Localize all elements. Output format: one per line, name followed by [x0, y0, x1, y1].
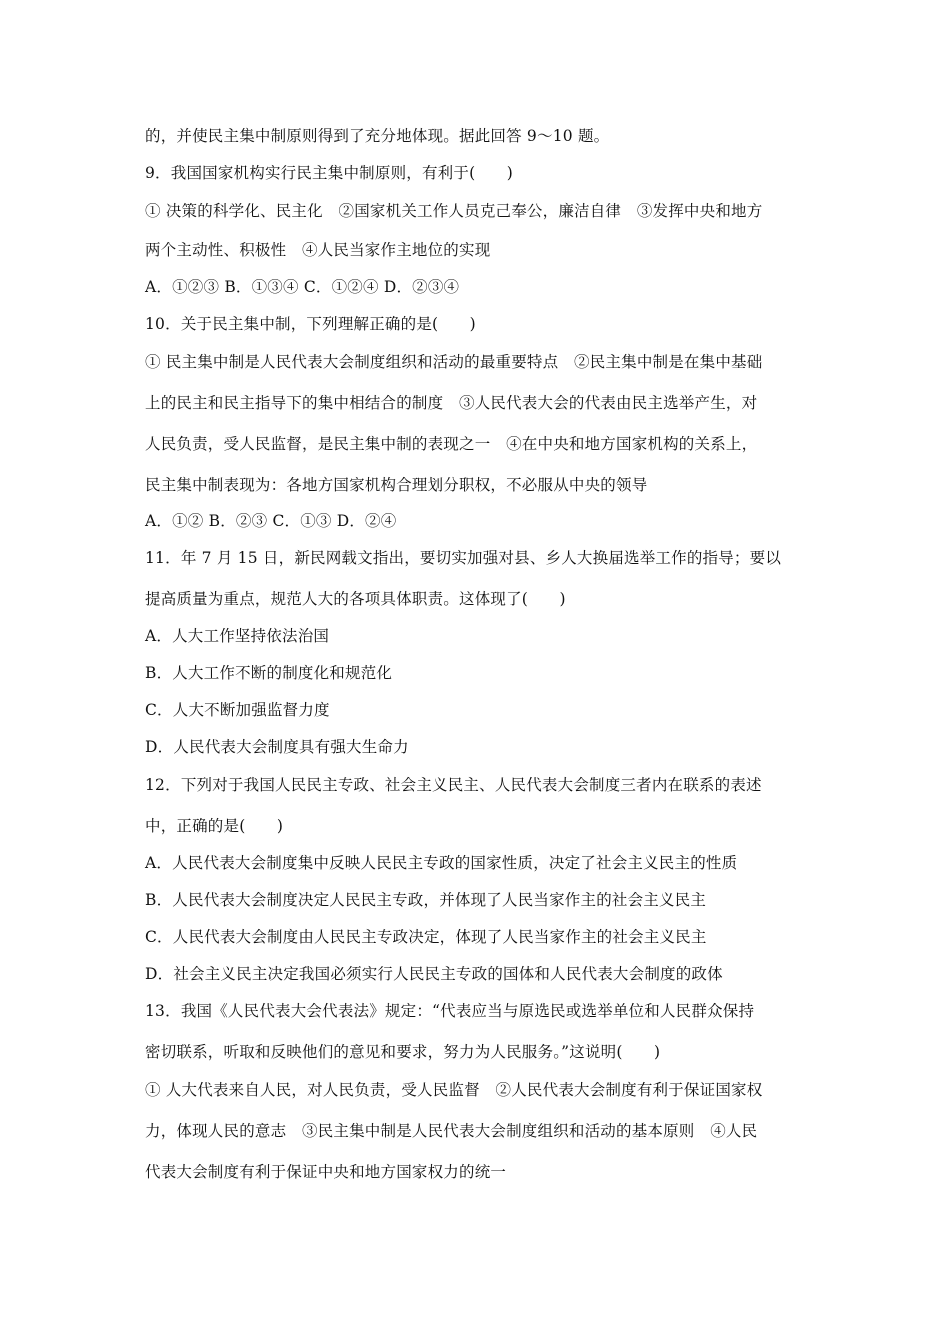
question-10-options: A．①② B．②③ C．①③ D．②④	[145, 512, 397, 530]
question-13-stem-line-1: 13．我国《人民代表大会代表法》规定：“代表应当与原选民或选举单位和人民群众保持	[145, 1002, 755, 1020]
question-10-statements-line-4: 民主集中制表现为：各地方国家机构合理划分职权，不必服从中央的领导	[145, 476, 648, 494]
question-9-stem: 9．我国国家机构实行民主集中制原则，有利于( )	[145, 164, 513, 182]
question-11-stem-line-1: 11．年 7 月 15 日，新民网载文指出，要切实加强对县、乡人大换届选举工作的指导；要以	[145, 549, 782, 567]
question-12-stem-line-1: 12．下列对于我国人民民主专政、社会主义民主、人民代表大会制度三者内在联系的表述	[145, 776, 762, 794]
question-11-option-d: D．人民代表大会制度具有强大生命力	[145, 738, 409, 756]
question-9-statements-line-2: 两个主动性、积极性 ④人民当家作主地位的实现	[145, 241, 491, 259]
question-12-stem-line-2: 中，正确的是( )	[145, 817, 284, 835]
question-10-stem: 10．关于民主集中制，下列理解正确的是( )	[145, 315, 476, 333]
question-9-options: A．①②③ B．①③④ C．①②④ D．②③④	[145, 278, 460, 296]
question-12-option-b: B．人民代表大会制度决定人民民主专政，并体现了人民当家作主的社会主义民主	[145, 891, 707, 909]
question-12-option-c: C．人民代表大会制度由人民民主专政决定，体现了人民当家作主的社会主义民主	[145, 928, 707, 946]
question-13-statements-line-2: 力，体现人民的意志 ③民主集中制是人民代表大会制度组织和活动的基本原则 ④人民	[145, 1122, 758, 1140]
question-13-statements-line-1: ① 人大代表来自人民，对人民负责，受人民监督 ②人民代表大会制度有利于保证国家权	[145, 1081, 763, 1099]
question-12-option-a: A．人民代表大会制度集中反映人民民主专政的国家性质，决定了社会主义民主的性质	[145, 854, 738, 872]
question-11-option-b: B．人大工作不断的制度化和规范化	[145, 664, 393, 682]
question-10-statements-line-3: 人民负责，受人民监督，是民主集中制的表现之一 ④在中央和地方国家机构的关系上，	[145, 435, 758, 453]
question-10-statements-line-2: 上的民主和民主指导下的集中相结合的制度 ③人民代表大会的代表由民主选举产生，对	[145, 394, 758, 412]
question-11-option-a: A．人大工作坚持依法治国	[145, 627, 330, 645]
question-9-statements-line-1: ① 决策的科学化、民主化 ②国家机关工作人员克己奉公，廉洁自律 ③发挥中央和地方	[145, 202, 763, 220]
question-11-stem-line-2: 提高质量为重点，规范人大的各项具体职责。这体现了( )	[145, 590, 566, 608]
question-11-option-c: C．人大不断加强监督力度	[145, 701, 330, 719]
passage-tail: 的，并使民主集中制原则得到了充分地体现。据此回答 9～10 题。	[145, 127, 610, 145]
question-13-statements-line-3: 代表大会制度有利于保证中央和地方国家权力的统一	[145, 1163, 507, 1181]
question-10-statements-line-1: ① 民主集中制是人民代表大会制度组织和活动的最重要特点 ②民主集中制是在集中基础	[145, 353, 763, 371]
question-12-option-d: D．社会主义民主决定我国必须实行人民民主专政的国体和人民代表大会制度的政体	[145, 965, 723, 983]
question-13-stem-line-2: 密切联系，听取和反映他们的意见和要求，努力为人民服务。”这说明( )	[145, 1043, 661, 1061]
